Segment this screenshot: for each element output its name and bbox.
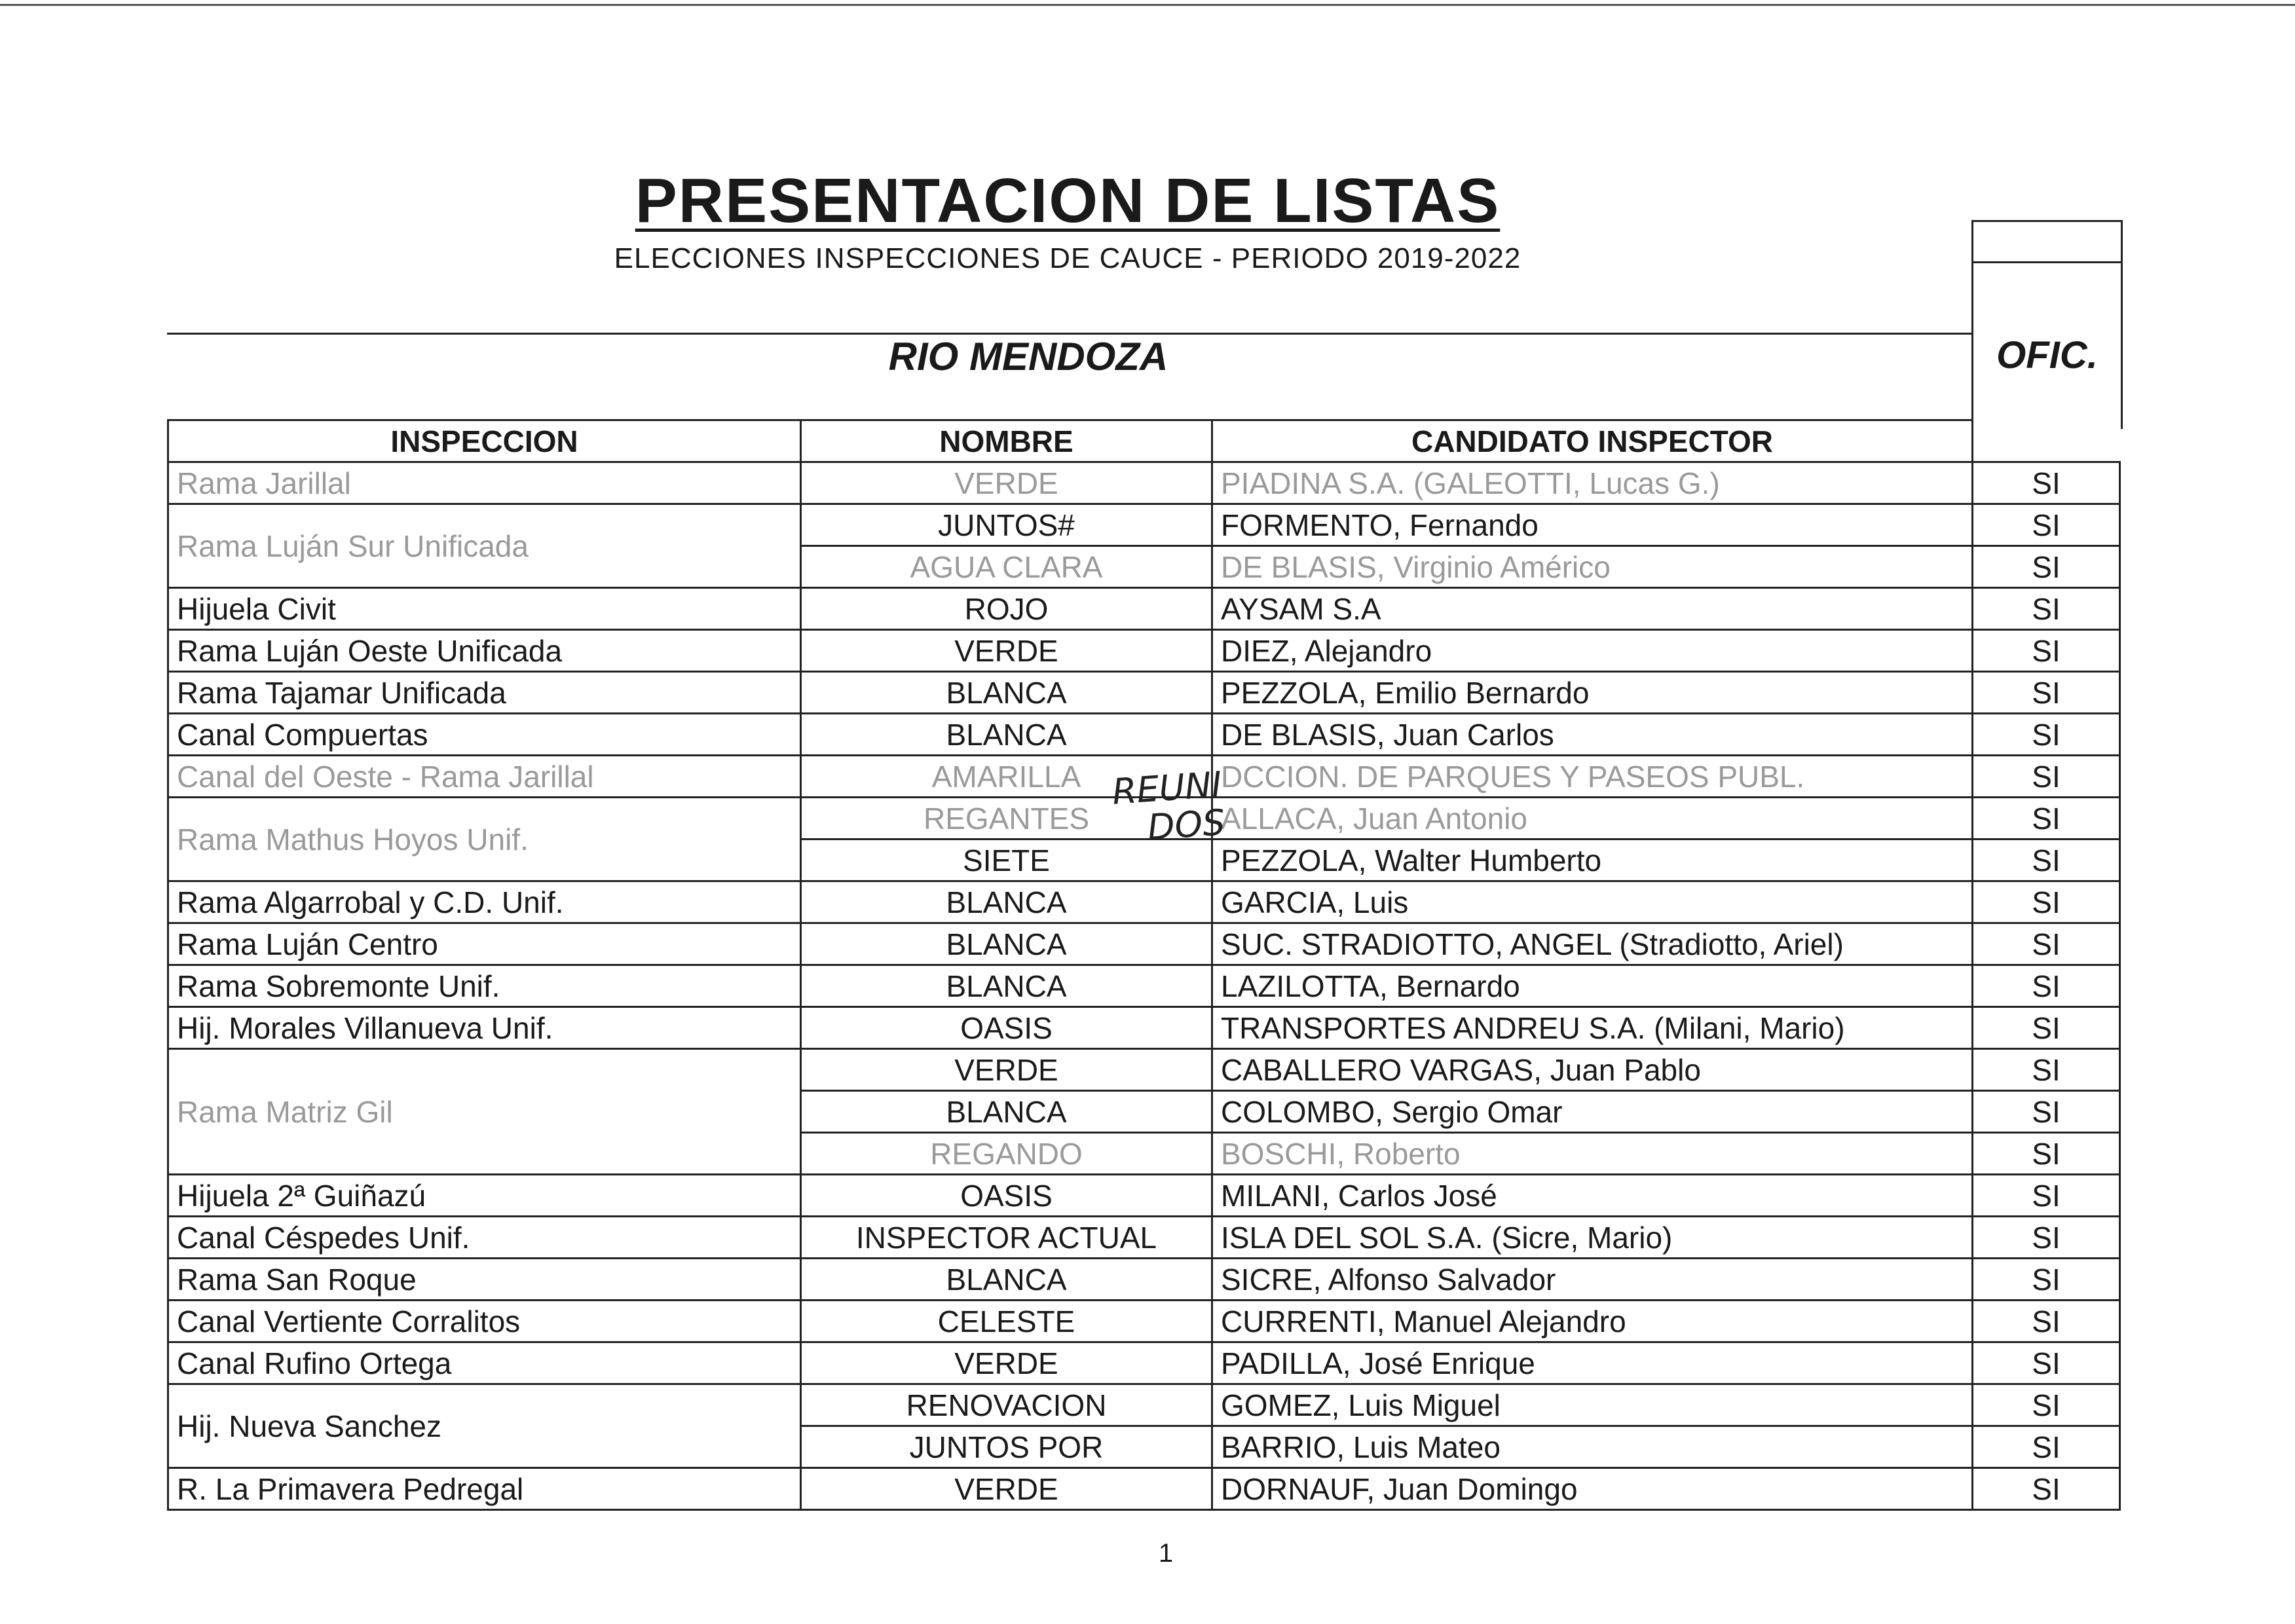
cell-candidato: DE BLASIS, Juan Carlos — [1212, 714, 1973, 756]
cell-candidato: ALLACA, Juan Antonio — [1212, 798, 1973, 840]
cell-nombre: CELESTE — [801, 1301, 1212, 1342]
table-row — [168, 965, 2120, 1007]
cell-nombre: AGUA CLARA — [801, 546, 1212, 588]
cell-ofic: SI — [1973, 1175, 2120, 1217]
cell-inspeccion: Canal Compuertas — [168, 714, 801, 756]
cell-candidato: DCCION. DE PARQUES Y PASEOS PUBL. — [1212, 756, 1973, 798]
ofic-label: OFIC. — [1996, 334, 2098, 377]
cell-candidato: COLOMBO, Sergio Omar — [1212, 1091, 1973, 1133]
cell-candidato: AYSAM S.A — [1212, 588, 1973, 630]
cell-inspeccion: Rama Tajamar Unificada — [168, 672, 801, 714]
cell-inspeccion: Hij. Nueva Sanchez — [168, 1384, 801, 1468]
cell-ofic: SI — [1973, 588, 2120, 630]
table-row — [168, 672, 2120, 714]
header-nombre: NOMBRE — [801, 420, 1212, 462]
cell-ofic: SI — [1973, 1342, 2120, 1384]
cell-ofic: SI — [1973, 1217, 2120, 1259]
cell-ofic: SI — [1973, 672, 2120, 714]
cell-candidato: ISLA DEL SOL S.A. (Sicre, Mario) — [1212, 1217, 1973, 1259]
cell-nombre: OASIS — [801, 1175, 1212, 1217]
cell-nombre: JUNTOS# — [801, 504, 1212, 546]
cell-nombre: BLANCA — [801, 1091, 1212, 1133]
table-row — [168, 1175, 2120, 1217]
cell-inspeccion: Rama Luján Oeste Unificada — [168, 630, 801, 672]
cell-candidato: TRANSPORTES ANDREU S.A. (Milani, Mario) — [1212, 1007, 1973, 1049]
cell-candidato: PEZZOLA, Emilio Bernardo — [1212, 672, 1973, 714]
cell-ofic: SI — [1973, 1468, 2120, 1510]
table-row — [168, 1468, 2120, 1510]
cell-candidato: FORMENTO, Fernando — [1212, 504, 1973, 546]
cell-ofic: SI — [1973, 504, 2120, 546]
cell-nombre: SIETE — [801, 840, 1212, 881]
table-row — [168, 1342, 2120, 1384]
cell-candidato: CURRENTI, Manuel Alejandro — [1212, 1301, 1973, 1342]
table-row — [168, 1259, 2120, 1301]
cell-ofic: SI — [1973, 840, 2120, 881]
document-title: PRESENTACION DE LISTAS — [635, 166, 1501, 236]
cell-ofic: SI — [1973, 881, 2120, 923]
cell-inspeccion: Rama Mathus Hoyos Unif. — [168, 798, 801, 881]
header-inspeccion: INSPECCION — [168, 420, 801, 462]
cell-inspeccion: Rama San Roque — [168, 1259, 801, 1301]
table-row — [168, 630, 2120, 672]
cell-inspeccion: Canal Céspedes Unif. — [168, 1217, 801, 1259]
cell-candidato: SICRE, Alfonso Salvador — [1212, 1259, 1973, 1301]
cell-nombre: BLANCA — [801, 672, 1212, 714]
cell-inspeccion: Hij. Morales Villanueva Unif. — [168, 1007, 801, 1049]
cell-candidato: DE BLASIS, Virginio Américo — [1212, 546, 1973, 588]
cell-inspeccion: Rama Sobremonte Unif. — [168, 965, 801, 1007]
cell-nombre: OASIS — [801, 1007, 1212, 1049]
table-header-row — [168, 420, 2120, 462]
cell-candidato: CABALLERO VARGAS, Juan Pablo — [1212, 1049, 1973, 1091]
cell-ofic: SI — [1973, 1259, 2120, 1301]
cell-nombre: BLANCA — [801, 1259, 1212, 1301]
cell-nombre: BLANCA — [801, 965, 1212, 1007]
ofic-box-divider — [1973, 261, 2121, 263]
cell-ofic: SI — [1973, 546, 2120, 588]
table-body — [168, 462, 2120, 1510]
table-row — [168, 1049, 2120, 1091]
cell-ofic: SI — [1973, 1133, 2120, 1175]
cell-ofic: SI — [1973, 1426, 2120, 1468]
table-row — [168, 1217, 2120, 1259]
scan-top-edge — [0, 4, 2295, 6]
cell-ofic: SI — [1973, 1049, 2120, 1091]
cell-ofic: SI — [1973, 1007, 2120, 1049]
cell-inspeccion: Canal Vertiente Corralitos — [168, 1301, 801, 1342]
cell-nombre: JUNTOS POR — [801, 1426, 1212, 1468]
handwritten-note-line2: DOS — [1146, 802, 1227, 849]
cell-ofic: SI — [1973, 1091, 2120, 1133]
table-row — [168, 881, 2120, 923]
river-heading: RIO MENDOZA — [888, 335, 1168, 378]
cell-candidato: SUC. STRADIOTTO, ANGEL (Stradiotto, Ariel) — [1212, 923, 1973, 965]
ofic-header-box — [1971, 220, 2123, 429]
table-row — [168, 1007, 2120, 1049]
lists-table — [167, 419, 2121, 1511]
table-row — [168, 714, 2120, 756]
cell-nombre: VERDE — [801, 1342, 1212, 1384]
cell-inspeccion: Canal Rufino Ortega — [168, 1342, 801, 1384]
header-candidato: CANDIDATO INSPECTOR — [1212, 420, 1973, 462]
cell-inspeccion: R. La Primavera Pedregal — [168, 1468, 801, 1510]
cell-nombre: AMARILLA — [801, 756, 1212, 798]
cell-candidato: LAZILOTTA, Bernardo — [1212, 965, 1973, 1007]
cell-candidato: MILANI, Carlos José — [1212, 1175, 1973, 1217]
cell-inspeccion: Rama Algarrobal y C.D. Unif. — [168, 881, 801, 923]
handwritten-note — [1111, 766, 1226, 849]
cell-candidato: DIEZ, Alejandro — [1212, 630, 1973, 672]
cell-inspeccion: Rama Matriz Gil — [168, 1049, 801, 1175]
cell-nombre: BLANCA — [801, 923, 1212, 965]
cell-candidato: PEZZOLA, Walter Humberto — [1212, 840, 1973, 881]
cell-inspeccion: Hijuela Civit — [168, 588, 801, 630]
table-row — [168, 1301, 2120, 1342]
cell-nombre: REGANDO — [801, 1133, 1212, 1175]
cell-ofic: SI — [1973, 756, 2120, 798]
cell-inspeccion: Rama Jarillal — [168, 462, 801, 504]
handwritten-note-line1: REUNI — [1110, 764, 1223, 813]
cell-nombre: VERDE — [801, 1468, 1212, 1510]
cell-candidato: BARRIO, Luis Mateo — [1212, 1426, 1973, 1468]
table-row — [168, 1384, 2120, 1426]
cell-inspeccion: Rama Luján Centro — [168, 923, 801, 965]
cell-nombre: INSPECTOR ACTUAL — [801, 1217, 1212, 1259]
cell-nombre: VERDE — [801, 630, 1212, 672]
cell-ofic: SI — [1973, 630, 2120, 672]
cell-candidato: DORNAUF, Juan Domingo — [1212, 1468, 1973, 1510]
cell-nombre: BLANCA — [801, 714, 1212, 756]
cell-nombre: VERDE — [801, 1049, 1212, 1091]
cell-nombre: VERDE — [801, 462, 1212, 504]
table-row — [168, 923, 2120, 965]
cell-nombre: REGANTES — [801, 798, 1212, 840]
table-row — [168, 504, 2120, 546]
document-subtitle: ELECCIONES INSPECCIONES DE CAUCE - PERIODO 2019-2022 — [614, 242, 1521, 274]
cell-ofic: SI — [1973, 714, 2120, 756]
page-number: 1 — [1158, 1539, 1174, 1568]
cell-nombre: BLANCA — [801, 881, 1212, 923]
cell-candidato: PADILLA, José Enrique — [1212, 1342, 1973, 1384]
cell-candidato: BOSCHI, Roberto — [1212, 1133, 1973, 1175]
cell-ofic: SI — [1973, 965, 2120, 1007]
cell-ofic: SI — [1973, 1384, 2120, 1426]
cell-ofic: SI — [1973, 798, 2120, 840]
cell-inspeccion: Hijuela 2ª Guiñazú — [168, 1175, 801, 1217]
cell-inspeccion: Canal del Oeste - Rama Jarillal — [168, 756, 801, 798]
cell-ofic: SI — [1973, 1301, 2120, 1342]
cell-inspeccion: Rama Luján Sur Unificada — [168, 504, 801, 588]
cell-ofic: SI — [1973, 462, 2120, 504]
header-ofic-spacer — [1973, 420, 2120, 462]
cell-candidato: PIADINA S.A. (GALEOTTI, Lucas G.) — [1212, 462, 1973, 504]
cell-nombre: RENOVACION — [801, 1384, 1212, 1426]
cell-candidato: GARCIA, Luis — [1212, 881, 1973, 923]
table-row — [168, 588, 2120, 630]
cell-candidato: GOMEZ, Luis Miguel — [1212, 1384, 1973, 1426]
cell-ofic: SI — [1973, 923, 2120, 965]
cell-nombre: ROJO — [801, 588, 1212, 630]
table-row — [168, 462, 2120, 504]
